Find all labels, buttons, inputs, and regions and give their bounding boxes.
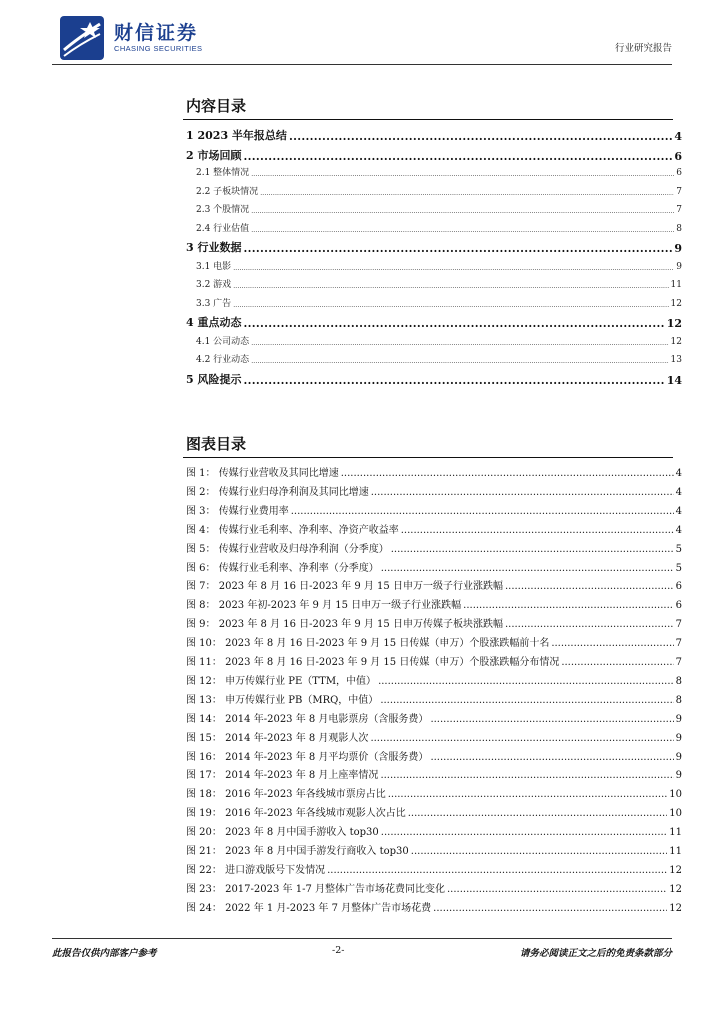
toc-leader-dots — [251, 227, 674, 234]
toc-entry-page: 12 — [670, 337, 682, 347]
company-logo — [60, 16, 230, 60]
figure-entry[interactable] — [186, 768, 682, 781]
figure-entry-page: 9 — [675, 752, 682, 763]
toc-leader-dots — [233, 265, 674, 272]
figure-entry-label: 图 19： 2016 年-2023 年各线城市观影人次占比 — [186, 808, 406, 819]
figure-entry-label: 图 2： 传媒行业归母净利润及其同比增速 — [186, 487, 369, 498]
figure-leader-dots — [327, 865, 667, 876]
figure-entry[interactable] — [186, 901, 682, 914]
figure-entry-page: 8 — [675, 676, 682, 687]
figure-entry-page: 6 — [675, 600, 682, 611]
figure-entry-label: 图 1： 传媒行业营收及其同比增速 — [186, 468, 339, 479]
figure-entry-page: 7 — [675, 619, 682, 630]
toc-entry-label: 2.2 子板块情况 — [196, 187, 259, 197]
figure-entry-page: 4 — [675, 468, 682, 479]
figure-entry[interactable] — [186, 542, 682, 555]
figure-leader-dots — [430, 752, 673, 763]
toc-leader-dots — [243, 317, 664, 330]
figure-entry-label: 图 21： 2023 年 8 月中国手游发行商收入 top30 — [186, 846, 409, 857]
figure-entry-label: 图 24： 2022 年 1 月-2023 年 7 月整体广告市场花费 — [186, 903, 432, 914]
figure-entry-page: 11 — [669, 827, 682, 838]
toc-entry-label: 4.1 公司动态 — [196, 337, 250, 347]
figure-entry-label: 图 20： 2023 年 8 月中国手游收入 top30 — [186, 827, 379, 838]
figure-entry-page: 5 — [675, 544, 682, 555]
figure-entry[interactable] — [186, 863, 682, 876]
figure-leader-dots — [370, 733, 673, 744]
toc-entry-label: 3.3 广告 — [196, 299, 232, 309]
figure-entry[interactable] — [186, 636, 682, 649]
toc-title: 内容目录 — [186, 97, 247, 115]
figures-title-rule — [183, 457, 673, 458]
figure-entry-page: 4 — [675, 525, 682, 536]
toc-entry-label: 2.1 整体情况 — [196, 168, 250, 178]
figure-entry-page: 12 — [669, 884, 682, 895]
figure-leader-dots — [388, 789, 668, 800]
figure-entry-label: 图 17： 2014 年-2023 年 8 月上座率情况 — [186, 770, 379, 781]
header-divider — [52, 64, 672, 65]
footer-divider — [52, 938, 672, 939]
toc-entry-label: 2.3 个股情况 — [196, 205, 250, 215]
toc-entry[interactable] — [196, 353, 682, 365]
toc-entry-page: 7 — [676, 205, 682, 215]
toc-entry-label: 4 重点动态 — [186, 316, 242, 329]
figure-entry-page: 7 — [675, 657, 682, 668]
figure-leader-dots — [380, 770, 673, 781]
figure-entry[interactable] — [186, 825, 682, 838]
toc-entry[interactable] — [196, 222, 682, 234]
figure-entry[interactable] — [186, 693, 682, 706]
toc-entry-label: 3 行业数据 — [186, 241, 242, 254]
figure-entry[interactable] — [186, 806, 682, 819]
toc-entry-label: 3.2 游戏 — [196, 280, 232, 290]
toc-leader-dots — [243, 242, 672, 255]
toc-entry[interactable] — [186, 148, 682, 163]
figure-entry-page: 12 — [669, 865, 682, 876]
footer-disclaimer-left: 此报告仅供内部客户参考 — [52, 948, 157, 959]
figure-entry-label: 图 5： 传媒行业营收及归母净利润（分季度） — [186, 544, 389, 555]
figure-leader-dots — [430, 714, 673, 725]
figure-entry-page: 4 — [675, 487, 682, 498]
toc-entry[interactable] — [196, 166, 682, 178]
figure-entry-label: 图 15： 2014 年-2023 年 8 月观影人次 — [186, 733, 369, 744]
figure-entry[interactable] — [186, 523, 682, 536]
figure-leader-dots — [551, 638, 673, 649]
toc-entry[interactable] — [196, 278, 682, 290]
page-header — [52, 10, 672, 68]
figure-entry-label: 图 8： 2023 年初-2023 年 9 月 15 日申万一级子行业涨跌幅 — [186, 600, 462, 611]
figure-leader-dots — [408, 808, 668, 819]
figure-entry[interactable] — [186, 598, 682, 611]
figure-entry-label: 图 9： 2023 年 8 月 16 日-2023 年 9 月 15 日申万传媒子板块涨跌幅 — [186, 619, 503, 630]
toc-leader-dots — [251, 208, 674, 215]
company-name-en: CHASING SECURITIES — [114, 44, 203, 53]
figure-entry-page: 9 — [675, 714, 682, 725]
figure-leader-dots — [505, 581, 674, 592]
page-number: -2- — [332, 945, 345, 956]
figure-entry[interactable] — [186, 787, 682, 800]
toc-entry-label: 5 风险提示 — [186, 373, 242, 386]
figure-entry-page: 9 — [675, 733, 682, 744]
toc-title-rule — [183, 119, 673, 120]
toc-entry[interactable] — [186, 315, 682, 330]
figure-entry-label: 图 12： 申万传媒行业 PE（TTM，中值） — [186, 676, 377, 687]
toc-entry[interactable] — [186, 128, 682, 143]
toc-entry[interactable] — [196, 260, 682, 272]
toc-entry[interactable] — [186, 240, 682, 255]
figure-entry-page: 5 — [675, 563, 682, 574]
toc-entry-page: 9 — [676, 262, 682, 272]
toc-entry-page: 8 — [676, 224, 682, 234]
toc-leader-dots — [233, 302, 668, 309]
toc-entry-page: 7 — [676, 187, 682, 197]
figure-leader-dots — [561, 657, 673, 668]
toc-leader-dots — [233, 283, 668, 290]
figure-leader-dots — [341, 468, 674, 479]
figure-entry-page: 10 — [669, 789, 682, 800]
figure-entry-page: 12 — [669, 903, 682, 914]
figure-leader-dots — [411, 846, 667, 857]
figure-leader-dots — [371, 487, 674, 498]
logo-mark-icon — [60, 16, 104, 60]
figure-entry-label: 图 6： 传媒行业毛利率、净利率（分季度） — [186, 563, 379, 574]
figure-entry-label: 图 16： 2014 年-2023 年 8 月平均票价（含服务费） — [186, 752, 429, 763]
toc-entry-page: 13 — [670, 355, 682, 365]
toc-entry[interactable] — [196, 335, 682, 347]
figure-entry-label: 图 14： 2014 年-2023 年 8 月电影票房（含服务费） — [186, 714, 429, 725]
toc-leader-dots — [289, 130, 672, 143]
toc-leader-dots — [251, 358, 668, 365]
toc-entry-page: 12 — [666, 317, 682, 330]
toc-entry[interactable] — [186, 372, 682, 387]
figure-entry-page: 10 — [669, 808, 682, 819]
figure-entry[interactable] — [186, 504, 682, 517]
figure-leader-dots — [380, 695, 673, 706]
toc-entry-label: 4.2 行业动态 — [196, 355, 250, 365]
toc-leader-dots — [243, 150, 672, 163]
figure-leader-dots — [401, 525, 674, 536]
toc-leader-dots — [260, 190, 674, 197]
toc-entry-page: 11 — [670, 280, 682, 290]
figure-entry-label: 图 11： 2023 年 8 月 16 日-2023 年 9 月 15 日传媒（申万）个股涨跌幅分布情况 — [186, 657, 560, 668]
figure-leader-dots — [433, 903, 667, 914]
figure-entry-label: 图 4： 传媒行业毛利率、净利率、净资产收益率 — [186, 525, 399, 536]
figure-entry-page: 6 — [675, 581, 682, 592]
figure-leader-dots — [391, 544, 674, 555]
figure-entry-label: 图 10： 2023 年 8 月 16 日-2023 年 9 月 15 日传媒（申万）个股涨跌幅前十名 — [186, 638, 550, 649]
toc-entry-label: 3.1 电影 — [196, 262, 232, 272]
report-type: 行业研究报告 — [614, 43, 672, 54]
figure-entry-label: 图 22： 进口游戏版号下发情况 — [186, 865, 326, 876]
figure-entry[interactable] — [186, 674, 682, 687]
figure-leader-dots — [291, 506, 674, 517]
figure-entry[interactable] — [186, 617, 682, 630]
figure-leader-dots — [505, 619, 674, 630]
company-name-cn: 财信证券 — [114, 22, 199, 44]
toc-leader-dots — [243, 374, 664, 387]
figure-entry-label: 图 23： 2017-2023 年 1-7 月整体广告市场花费同比变化 — [186, 884, 445, 895]
figure-entry-page: 7 — [675, 638, 682, 649]
figure-entry-page: 8 — [675, 695, 682, 706]
footer-disclaimer-right: 请务必阅读正文之后的免责条款部分 — [519, 948, 672, 959]
toc-entry-page: 14 — [666, 374, 682, 387]
figure-leader-dots — [381, 827, 667, 838]
figure-entry[interactable] — [186, 561, 682, 574]
toc-leader-dots — [251, 171, 674, 178]
figure-entry-label: 图 18： 2016 年-2023 年各线城市票房占比 — [186, 789, 386, 800]
figure-entry[interactable] — [186, 731, 682, 744]
figure-entry[interactable] — [186, 750, 682, 763]
figure-entry[interactable] — [186, 712, 682, 725]
toc-leader-dots — [251, 340, 668, 347]
figure-entry[interactable] — [186, 655, 682, 668]
toc-entry-page: 6 — [674, 150, 682, 163]
toc-entry-label: 2.4 行业估值 — [196, 224, 250, 234]
toc-entry-page: 6 — [676, 168, 682, 178]
figure-entry-label: 图 13： 申万传媒行业 PB（MRQ，中值） — [186, 695, 379, 706]
figure-entry-page: 9 — [675, 770, 682, 781]
figure-entry[interactable] — [186, 579, 682, 592]
figures-title: 图表目录 — [186, 435, 247, 453]
toc-entry-label: 2 市场回顾 — [186, 149, 242, 162]
figure-entry-page: 4 — [675, 506, 682, 517]
toc-entry-page: 12 — [670, 299, 682, 309]
figure-entry[interactable] — [186, 844, 682, 857]
toc-entry-page: 9 — [674, 242, 682, 255]
toc-entry[interactable] — [196, 203, 682, 215]
figure-leader-dots — [463, 600, 673, 611]
figure-leader-dots — [447, 884, 667, 895]
figure-leader-dots — [381, 563, 674, 574]
figure-leader-dots — [378, 676, 674, 687]
toc-entry[interactable] — [196, 185, 682, 197]
figure-entry-label: 图 3： 传媒行业费用率 — [186, 506, 289, 517]
figure-entry[interactable] — [186, 466, 682, 479]
figure-entry-page: 11 — [669, 846, 682, 857]
figure-entry[interactable] — [186, 882, 682, 895]
figure-entry-label: 图 7： 2023 年 8 月 16 日-2023 年 9 月 15 日申万一级子行业涨跌幅 — [186, 581, 503, 592]
figure-entry[interactable] — [186, 485, 682, 498]
toc-entry-page: 4 — [674, 130, 682, 143]
toc-entry-label: 1 2023 半年报总结 — [186, 129, 287, 142]
toc-entry[interactable] — [196, 297, 682, 309]
